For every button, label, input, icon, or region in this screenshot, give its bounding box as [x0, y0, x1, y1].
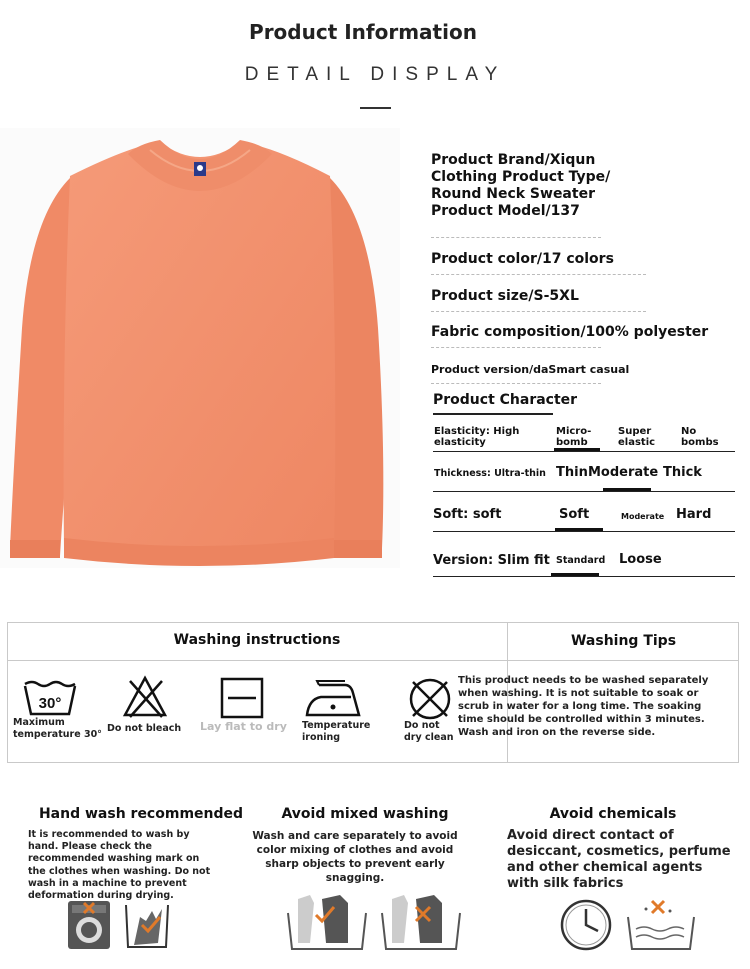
version-opt-standard: Standard	[556, 555, 606, 566]
divider	[431, 311, 646, 312]
wash-30-label: Maximum temperature 30°	[13, 717, 102, 740]
title-underline	[360, 107, 391, 109]
spec-model: Product Model/137	[431, 203, 580, 219]
spec-color: Product color/17 colors	[431, 251, 614, 267]
thickness-opt-thin: Thin	[556, 465, 588, 480]
card-avoid-chemicals	[500, 793, 746, 969]
spec-size: Product size/S-5XL	[431, 288, 579, 304]
table-divider	[7, 660, 739, 661]
wash-temperature: 30°	[38, 695, 62, 712]
card-title: Avoid chemicals	[549, 806, 677, 822]
heading-underline	[433, 413, 553, 415]
softness-opt-soft: Soft	[559, 507, 590, 522]
thickness-opt-moderate: Moderate	[588, 465, 659, 480]
elasticity-opt-none: No bombs	[681, 426, 719, 448]
wash-30-icon	[22, 678, 78, 722]
card-title: Avoid mixed washing	[281, 806, 449, 822]
softness-label: Soft: soft	[433, 507, 502, 522]
thickness-opt-thick: Thick	[663, 465, 702, 480]
row-line	[433, 451, 735, 452]
product-image	[0, 128, 400, 568]
washing-tips-text: This product needs to be washed separately when washing. It is not suitable to soak or scrub in water for a long time. The soaking time should be controlled within 3 minutes. Wash and iron on the reverse side.	[458, 675, 709, 738]
lay-flat-dry-label: Lay flat to dry	[200, 720, 287, 733]
spec-fabric: Fabric composition/100% polyester	[431, 324, 709, 340]
card-text: Avoid direct contact of desiccant, cosmetics, perfume and other chemical agents with silk fabrics	[507, 828, 731, 891]
card-text: Wash and care separately to avoid color mixing of clothes and avoid sharp objects to prevent early snagging.	[252, 830, 458, 884]
row-line	[433, 491, 735, 492]
chemicals-icon	[558, 897, 698, 953]
no-dry-clean-label: Do not dry clean	[404, 720, 454, 743]
card-title: Hand wash recommended	[38, 806, 244, 822]
no-bleach-label: Do not bleach	[107, 723, 182, 734]
sweater-illustration	[0, 128, 400, 568]
row-line	[433, 531, 735, 532]
character-heading: Product Character	[433, 392, 578, 408]
card-text: It is recommended to wash by hand. Please check the recommended washing mark on the clothes when washing. Do not wash in a machine to prevent deformation during drying.	[28, 829, 211, 902]
divider	[431, 383, 601, 384]
no-dry-clean-icon	[407, 676, 453, 726]
thickness-label: Thickness: Ultra-thin	[434, 468, 546, 479]
hand-wash-icon	[66, 897, 176, 953]
elasticity-opt-super: Super elastic	[618, 426, 656, 448]
spec-type-1: Clothing Product Type/	[431, 169, 611, 185]
card-hand-wash	[0, 793, 246, 969]
elasticity-opt-micro: Micro-bomb	[556, 426, 592, 448]
washing-instructions-title: Washing instructions	[173, 632, 341, 648]
iron-label: Temperature ironing	[302, 720, 371, 743]
page-subtitle: DETAIL DISPLAY	[244, 64, 506, 85]
mixed-washing-icon	[282, 893, 462, 953]
spec-type-2: Round Neck Sweater	[431, 186, 595, 202]
softness-opt-hard: Hard	[676, 507, 712, 522]
lay-flat-dry-icon	[220, 677, 264, 723]
divider	[431, 237, 601, 238]
divider	[431, 274, 646, 275]
version-label: Version: Slim fit	[433, 553, 550, 568]
no-bleach-icon	[122, 675, 168, 723]
softness-opt-moderate: Moderate	[621, 512, 665, 521]
page-title: Product Information	[249, 20, 477, 44]
elasticity-label: Elasticity: High elasticity	[434, 426, 520, 448]
row-line	[433, 576, 735, 577]
spec-version: Product version/daSmart casual	[431, 363, 630, 376]
version-opt-loose: Loose	[619, 552, 662, 567]
washing-tips-title: Washing Tips	[570, 633, 677, 649]
spec-brand: Product Brand/Xiqun	[431, 152, 596, 168]
iron-icon	[305, 679, 361, 723]
card-avoid-mixed	[250, 793, 496, 969]
divider	[431, 347, 601, 348]
